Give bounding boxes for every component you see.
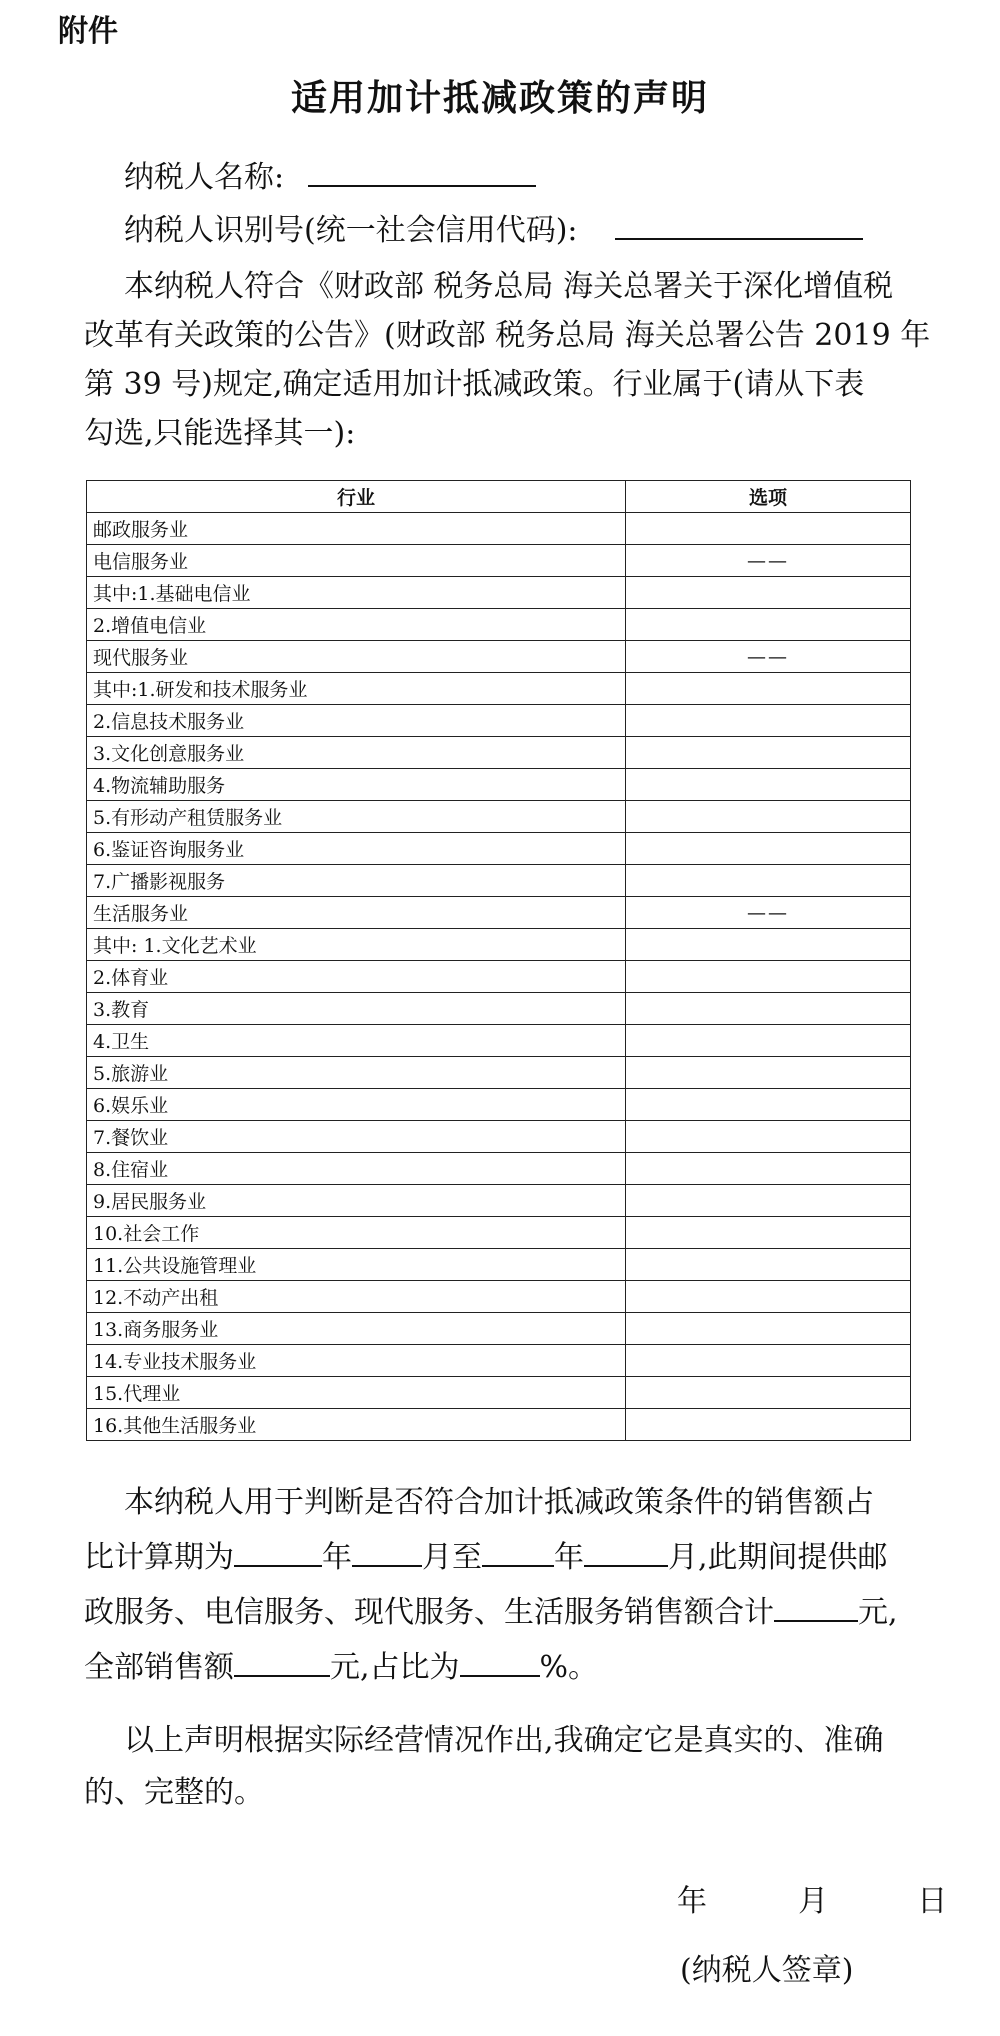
date-line [677,1876,947,1920]
statement-line: 本纳税人符合《财政部 税务总局 海关总署关于深化增值税 [124,269,894,304]
taxpayer-name-blank[interactable] [308,157,536,187]
table-row [87,993,911,1025]
option-checkbox-cell[interactable] [626,609,911,641]
document-title: 适用加计抵减政策的声明 [290,77,709,119]
service-sales-label: 政服务、电信服务、现代服务、生活服务销售额合计 [84,1595,774,1630]
option-checkbox-cell[interactable] [626,929,911,961]
month-to-label: 月至 [422,1540,482,1575]
end-year-blank[interactable] [482,1537,554,1567]
industry-cell: 9.居民服务业 [87,1185,626,1217]
statement-line: 第 39 号)规定,确定适用加计抵减政策。行业属于(请从下表 [84,367,865,402]
sales-line-4 [84,1640,924,1695]
total-sales-label: 全部销售额 [84,1650,234,1685]
industry-cell: 邮政服务业 [87,513,626,545]
end-month-blank[interactable] [584,1537,668,1567]
attachment-label: 附件 [58,14,118,49]
table-row [87,961,911,993]
option-checkbox-cell[interactable] [626,1345,911,1377]
start-month-blank[interactable] [352,1537,422,1567]
day-label: 日 [917,1884,948,1919]
option-checkbox-cell[interactable] [626,801,911,833]
option-checkbox-cell[interactable] [626,961,911,993]
table-row [87,609,911,641]
industry-cell: 7.广播影视服务 [87,865,626,897]
option-checkbox-cell[interactable] [626,1281,911,1313]
industry-cell: 4.物流辅助服务 [87,769,626,801]
option-cell-na: —— [626,897,911,929]
industry-cell: 现代服务业 [87,641,626,673]
table-row [87,1089,911,1121]
yuan-label: 元, [858,1595,898,1630]
table-row [87,577,911,609]
industry-cell: 电信服务业 [87,545,626,577]
option-checkbox-cell[interactable] [626,1313,911,1345]
industry-cell: 5.旅游业 [87,1057,626,1089]
table-row [87,833,911,865]
industry-cell: 5.有形动产租赁服务业 [87,801,626,833]
option-checkbox-cell[interactable] [626,1249,911,1281]
sales-period-label: 比计算期为 [84,1540,234,1575]
industry-table-body [87,513,911,1441]
service-sales-blank[interactable] [774,1592,858,1622]
industry-cell: 7.餐饮业 [87,1121,626,1153]
industry-cell: 4.卫生 [87,1025,626,1057]
taxpayer-id-label: 纳税人识别号(统一社会信用代码): [124,213,578,248]
year-label: 年 [322,1540,352,1575]
declaration-paragraph [84,1715,924,1819]
sales-line-1: 本纳税人用于判断是否符合加计抵减政策条件的销售额占 [124,1485,874,1520]
option-cell-na: —— [626,641,911,673]
industry-cell: 其中:1.研发和技术服务业 [87,673,626,705]
option-checkbox-cell[interactable] [626,1121,911,1153]
table-row [87,1377,911,1409]
percent-label: %。 [539,1650,599,1685]
option-checkbox-cell[interactable] [626,1025,911,1057]
industry-cell: 13.商务服务业 [87,1313,626,1345]
option-checkbox-cell[interactable] [626,1217,911,1249]
declaration-line-2: 的、完整的。 [84,1775,264,1810]
industry-cell: 3.文化创意服务业 [87,737,626,769]
industry-cell: 生活服务业 [87,897,626,929]
option-checkbox-cell[interactable] [626,993,911,1025]
table-row [87,1153,911,1185]
table-row [87,545,911,577]
table-row [87,1185,911,1217]
header-option: 选项 [626,481,911,513]
taxpayer-signature-label: (纳税人签章) [680,1953,854,1988]
taxpayer-id-blank[interactable] [615,210,863,240]
table-row [87,769,911,801]
option-checkbox-cell[interactable] [626,577,911,609]
header-industry: 行业 [87,481,626,513]
option-checkbox-cell[interactable] [626,1089,911,1121]
option-checkbox-cell[interactable] [626,513,911,545]
table-row [87,737,911,769]
table-row [87,1057,911,1089]
statement-line: 勾选,只能选择其一): [84,416,356,451]
option-checkbox-cell[interactable] [626,1377,911,1409]
month-label: 月 [798,1884,829,1919]
industry-cell: 6.娱乐业 [87,1089,626,1121]
option-checkbox-cell[interactable] [626,673,911,705]
table-row [87,929,911,961]
total-sales-blank[interactable] [234,1647,330,1677]
sales-paragraph [84,1475,924,1695]
industry-cell: 其中:1.基础电信业 [87,577,626,609]
industry-cell: 6.鉴证咨询服务业 [87,833,626,865]
table-row [87,673,911,705]
year-label: 年 [554,1540,584,1575]
table-row [87,1025,911,1057]
table-row [87,641,911,673]
industry-cell: 16.其他生活服务业 [87,1409,626,1441]
declaration-line-1: 以上声明根据实际经营情况作出,我确定它是真实的、准确 [124,1723,884,1758]
sales-line-2 [84,1530,924,1585]
option-checkbox-cell[interactable] [626,1185,911,1217]
option-cell-na: —— [626,545,911,577]
table-row [87,1313,911,1345]
industry-cell: 11.公共设施管理业 [87,1249,626,1281]
statement-line: 改革有关政策的公告》(财政部 税务总局 海关总署公告 2019 年 [84,318,931,353]
statement-paragraph [84,262,931,458]
table-header-row [87,481,911,513]
taxpayer-id-row [124,205,863,249]
table-row [87,705,911,737]
sales-line-3 [84,1585,924,1640]
option-checkbox-cell[interactable] [626,1409,911,1441]
option-checkbox-cell[interactable] [626,833,911,865]
industry-cell: 10.社会工作 [87,1217,626,1249]
taxpayer-name-row [124,152,536,196]
option-checkbox-cell[interactable] [626,865,911,897]
table-row [87,865,911,897]
industry-cell: 其中: 1.文化艺术业 [87,929,626,961]
taxpayer-name-label: 纳税人名称: [124,160,285,195]
option-checkbox-cell[interactable] [626,737,911,769]
industry-table [86,480,911,1441]
table-row [87,513,911,545]
year-label: 年 [677,1884,707,1919]
table-row [87,801,911,833]
ratio-label: 元,占比为 [330,1650,460,1685]
table-row [87,1217,911,1249]
option-checkbox-cell[interactable] [626,769,911,801]
industry-cell: 2.增值电信业 [87,609,626,641]
option-checkbox-cell[interactable] [626,1057,911,1089]
start-year-blank[interactable] [234,1537,322,1567]
industry-cell: 2.体育业 [87,961,626,993]
table-row [87,897,911,929]
table-row [87,1281,911,1313]
table-row [87,1249,911,1281]
industry-cell: 14.专业技术服务业 [87,1345,626,1377]
industry-cell: 8.住宿业 [87,1153,626,1185]
industry-cell: 12.不动产出租 [87,1281,626,1313]
industry-cell: 15.代理业 [87,1377,626,1409]
option-checkbox-cell[interactable] [626,705,911,737]
industry-cell: 3.教育 [87,993,626,1025]
table-row [87,1409,911,1441]
table-row [87,1345,911,1377]
ratio-blank[interactable] [460,1647,540,1677]
industry-cell: 2.信息技术服务业 [87,705,626,737]
industry-table-wrapper [86,480,910,1441]
table-row [87,1121,911,1153]
option-checkbox-cell[interactable] [626,1153,911,1185]
period-suffix-label: 月,此期间提供邮 [668,1540,888,1575]
